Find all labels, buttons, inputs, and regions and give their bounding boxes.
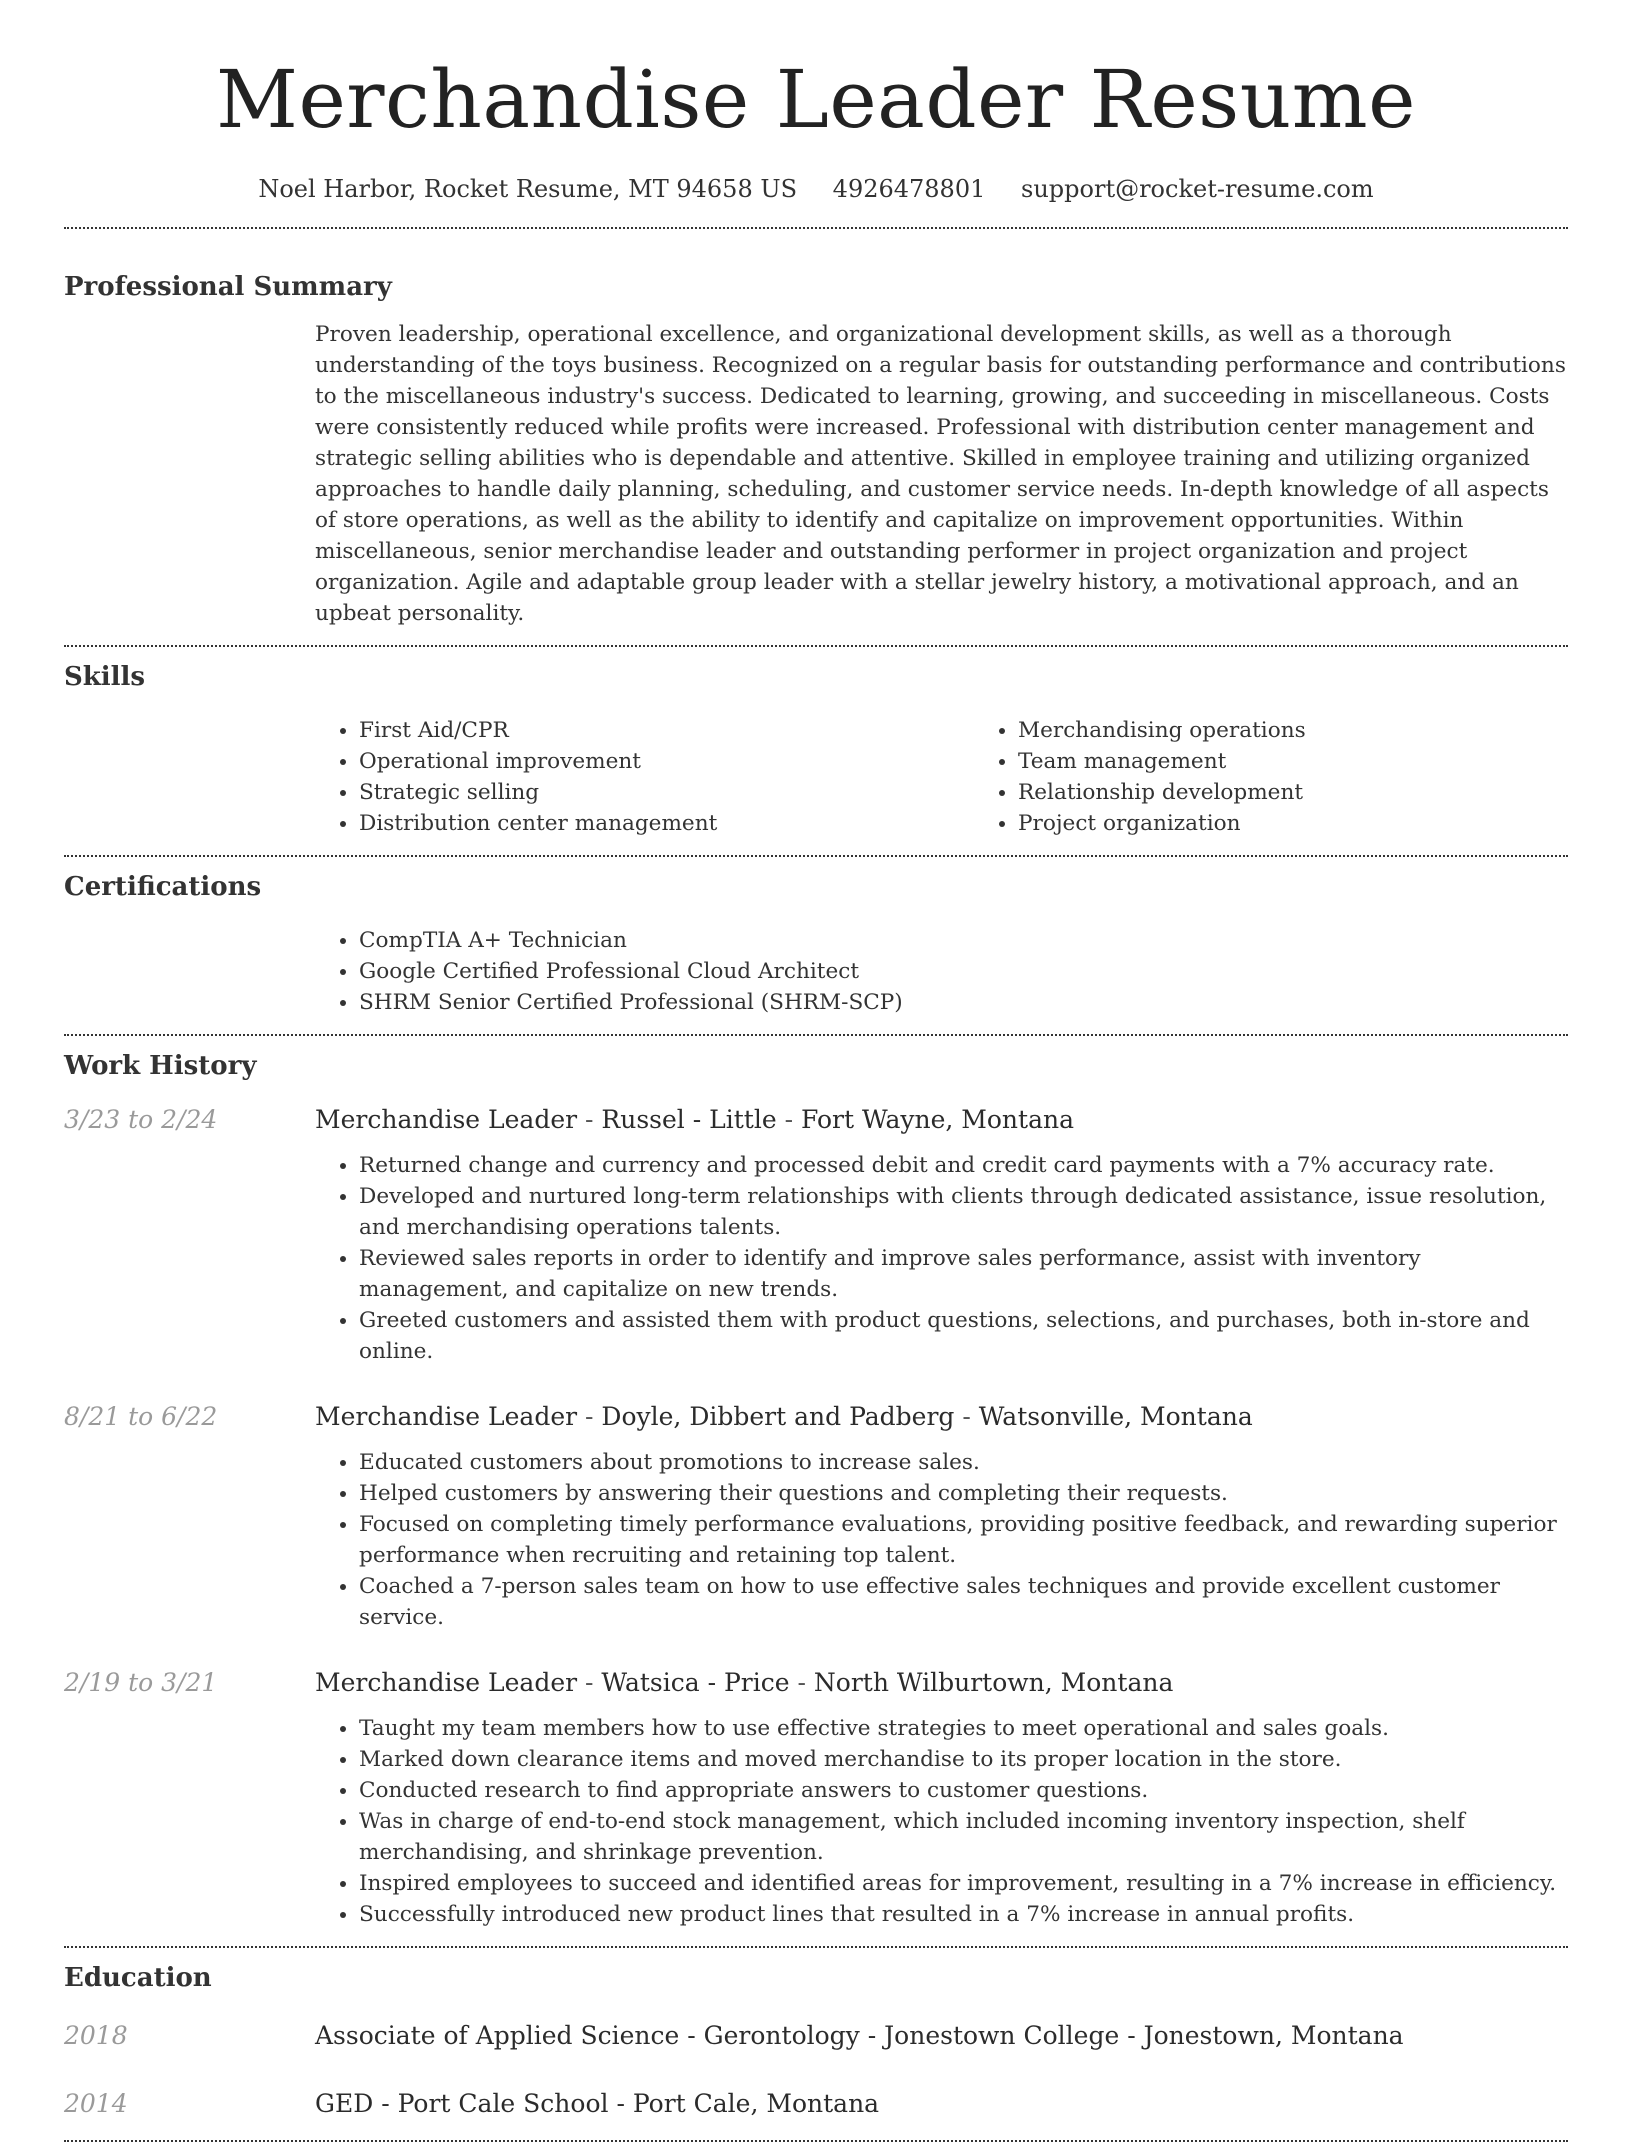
job-bullets-row bbox=[64, 1150, 1568, 1367]
list-item: • SHRM Senior Certified Professional (SHRM-SCP) bbox=[359, 987, 1568, 1018]
section-title-summary: Professional Summary bbox=[64, 272, 392, 302]
job-dates: 2/19 to 3/21 bbox=[64, 1668, 218, 1697]
skills-list-right bbox=[974, 715, 1632, 839]
divider bbox=[64, 855, 1568, 857]
job-dates: 3/23 to 2/24 bbox=[64, 1105, 218, 1134]
contact-line bbox=[64, 172, 1568, 206]
education-entry: Associate of Applied Science - Gerontology - Jonestown College - Jonestown, Montana bbox=[315, 2021, 1404, 2050]
list-item: • First Aid/CPR bbox=[359, 715, 974, 746]
job-title-line: Merchandise Leader - Doyle, Dibbert and Padberg - Watsonville, Montana bbox=[315, 1402, 1253, 1431]
list-item: • Relationship development bbox=[1018, 777, 1632, 808]
resume-page bbox=[64, 0, 1568, 2142]
job-employer: Watsica - Price bbox=[601, 1668, 790, 1697]
list-item: • Returned change and currency and processed debit and credit card payments with a 7% accuracy rate. bbox=[359, 1150, 1568, 1181]
list-item: • Helped customers by answering their questions and completing their requests. bbox=[359, 1478, 1568, 1509]
list-item: • Successfully introduced new product lines that resulted in a 7% increase in annual profits. bbox=[359, 1899, 1568, 1930]
summary-text: Proven leadership, operational excellence, and organizational development skills, as well as a thorough understanding of the toys business. Recognized on a regular basis for outstanding performance and contributions to the miscellaneous industry's success. Dedicated to learning, growing, and succeeding in miscellaneous. Costs were consistently reduced while profits were increased. Professional with distribution center management and strategic selling abilities who is dependable and attentive. Skilled in employee training and utilizing organized approaches to handle daily planning, scheduling, and customer service needs. In-depth knowledge of all aspects of store operations, as well as the ability to identify and capitalize on improvement opportunities. Within miscellaneous, senior merchandise leader and outstanding performer in project organization and project organization. Agile and adaptable group leader with a stellar jewelry history, a motivational approach, and an upbeat personality. bbox=[315, 322, 1566, 626]
certifications-row bbox=[64, 925, 1568, 1018]
education-row bbox=[64, 2088, 1568, 2120]
list-item: • Project organization bbox=[1018, 808, 1632, 839]
job-bullets bbox=[315, 1447, 1568, 1633]
list-item: • Inspired employees to succeed and identified areas for improvement, resulting in a 7% increase in efficiency. bbox=[359, 1868, 1568, 1899]
job-title-line: Merchandise Leader - Watsica - Price - North Wilburtown, Montana bbox=[315, 1668, 1174, 1697]
contact-email: support@rocket-resume.com bbox=[1021, 175, 1374, 203]
list-item: • Developed and nurtured long-term relationships with clients through dedicated assistance, issue resolution, and merchandising operations talents. bbox=[359, 1181, 1568, 1243]
job-location: North Wilburtown, Montana bbox=[813, 1668, 1174, 1697]
page-title: Merchandise Leader Resume bbox=[216, 53, 1416, 146]
list-item: • CompTIA A+ Technician bbox=[359, 925, 1568, 956]
divider bbox=[64, 1034, 1568, 1036]
list-item: • Team management bbox=[1018, 746, 1632, 777]
skills-columns bbox=[315, 715, 1632, 839]
job-header bbox=[64, 1104, 1568, 1136]
skills-row bbox=[64, 715, 1568, 839]
job-title-line: Merchandise Leader - Russel - Little - Fort Wayne, Montana bbox=[315, 1105, 1074, 1134]
list-item: • Merchandising operations bbox=[1018, 715, 1632, 746]
job-employer: Russel - Little bbox=[601, 1105, 777, 1134]
list-item: • Greeted customers and assisted them with product questions, selections, and purchases, both in-store and online. bbox=[359, 1305, 1568, 1367]
job-location: Fort Wayne, Montana bbox=[800, 1105, 1074, 1134]
list-item: • Operational improvement bbox=[359, 746, 974, 777]
list-item: • Conducted research to find appropriate answers to customer questions. bbox=[359, 1775, 1568, 1806]
divider bbox=[64, 227, 1568, 229]
divider bbox=[64, 1946, 1568, 1948]
divider bbox=[64, 645, 1568, 647]
job-title: Merchandise Leader bbox=[315, 1105, 578, 1134]
list-item: • Focused on completing timely performance evaluations, providing positive feedback, and rewarding superior performance when recruiting and retaining top talent. bbox=[359, 1509, 1568, 1571]
list-item: • Strategic selling bbox=[359, 777, 974, 808]
education-entry: GED - Port Cale School - Port Cale, Montana bbox=[315, 2089, 880, 2118]
list-item: • Educated customers about promotions to increase sales. bbox=[359, 1447, 1568, 1478]
contact-phone: 4926478801 bbox=[832, 175, 986, 203]
list-item: • Reviewed sales reports in order to identify and improve sales performance, assist with inventory management, and capitalize on new trends. bbox=[359, 1243, 1568, 1305]
list-item: • Was in charge of end-to-end stock management, which included incoming inventory inspection, shelf merchandising, and shrinkage prevention. bbox=[359, 1806, 1568, 1868]
education-year: 2018 bbox=[64, 2021, 128, 2050]
job-header bbox=[64, 1667, 1568, 1699]
job-title: Merchandise Leader bbox=[315, 1668, 578, 1697]
list-item: • Taught my team members how to use effective strategies to meet operational and sales goals. bbox=[359, 1713, 1568, 1744]
education-year: 2014 bbox=[64, 2089, 128, 2118]
list-item: • Marked down clearance items and moved merchandise to its proper location in the store. bbox=[359, 1744, 1568, 1775]
job-location: Watsonville, Montana bbox=[978, 1402, 1253, 1431]
section-title-skills: Skills bbox=[64, 662, 146, 692]
section-title-work-history: Work History bbox=[64, 1051, 257, 1081]
skills-list-left bbox=[315, 715, 974, 839]
section-title-certifications: Certifications bbox=[64, 872, 262, 902]
certifications-list bbox=[315, 925, 1568, 1018]
summary-row bbox=[64, 319, 1568, 629]
contact-address: Noel Harbor, Rocket Resume, MT 94658 US bbox=[258, 175, 798, 203]
section-title-education: Education bbox=[64, 1963, 212, 1993]
job-bullets bbox=[315, 1150, 1568, 1367]
list-item: • Distribution center management bbox=[359, 808, 974, 839]
job-bullets-row bbox=[64, 1447, 1568, 1633]
job-header bbox=[64, 1401, 1568, 1433]
job-bullets-row bbox=[64, 1713, 1568, 1930]
job-employer: Doyle, Dibbert and Padberg bbox=[601, 1402, 955, 1431]
job-bullets bbox=[315, 1713, 1568, 1930]
job-title: Merchandise Leader bbox=[315, 1402, 578, 1431]
education-row bbox=[64, 2020, 1568, 2052]
list-item: • Google Certified Professional Cloud Architect bbox=[359, 956, 1568, 987]
list-item: • Coached a 7-person sales team on how to use effective sales techniques and provide excellent customer service. bbox=[359, 1571, 1568, 1633]
job-dates: 8/21 to 6/22 bbox=[64, 1402, 218, 1431]
